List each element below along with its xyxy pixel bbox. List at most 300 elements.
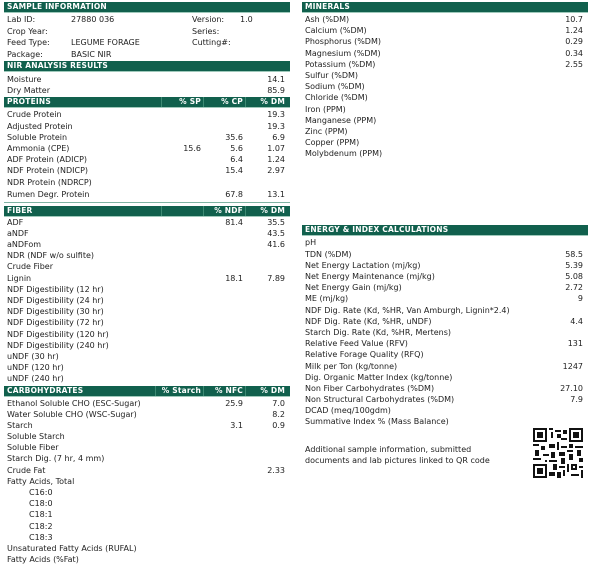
row-label: aNDFom [7, 240, 42, 250]
column-header-ndf: % NDF [203, 206, 245, 216]
energy-header [302, 225, 588, 236]
column-header-dm: % DM [245, 386, 287, 396]
row-label: Non Structural Carbohydrates (%DM) [305, 395, 455, 405]
row-label: Fatty Acids (%Fat) [7, 555, 79, 565]
info-row-package [4, 49, 290, 61]
row-value [541, 405, 585, 416]
table-row [302, 260, 588, 271]
cell-ndf [203, 340, 245, 351]
info-row-feed-type [4, 37, 290, 49]
row-label: Relative Forage Quality (RFQ) [305, 350, 424, 360]
column-header-starch: % Starch [155, 386, 203, 396]
cell-starch [155, 431, 203, 442]
version-value: 1.0 [240, 15, 253, 24]
cell-cp [203, 177, 245, 188]
table-row [4, 143, 290, 154]
cell-cp: 67.8 [225, 189, 243, 199]
table-row [4, 362, 290, 373]
cell-dm [245, 476, 287, 487]
cell-nfc: 25.9 [225, 398, 243, 408]
cell-nfc [203, 409, 245, 420]
table-row [302, 36, 588, 47]
row-label: Soluble Protein [7, 132, 68, 142]
row-label: Rumen Degr. Protein [7, 189, 90, 199]
table-row [4, 329, 290, 340]
row-value [541, 416, 585, 427]
cell-starch [155, 453, 203, 464]
cell-ndf [203, 362, 245, 373]
row-label: ADF [7, 217, 24, 227]
table-row [302, 338, 588, 349]
cell-cp [203, 109, 245, 120]
qr-code-icon[interactable] [533, 428, 583, 478]
row-label: Chloride (%DM) [305, 93, 368, 103]
table-row [4, 409, 290, 420]
fiber-table [4, 217, 290, 385]
section-title: ENERGY & INDEX CALCULATIONS [305, 225, 449, 235]
cell-dm [245, 340, 287, 351]
cell-ndf [203, 284, 245, 295]
table-row [4, 442, 290, 453]
table-row [302, 59, 588, 70]
table-row [302, 104, 588, 115]
table-row [4, 228, 290, 239]
proteins-table [4, 108, 290, 200]
table-row [4, 132, 290, 143]
row-value: 5.39 [565, 260, 583, 270]
row-value: 10.7 [565, 15, 583, 24]
row-label: Moisture [7, 75, 42, 84]
table-row [302, 282, 588, 293]
section-title: MINERALS [305, 2, 351, 11]
feed-type-value: LEGUME FORAGE [71, 38, 140, 47]
row-value: 0.29 [565, 37, 583, 47]
package-value: BASIC NIR [71, 49, 112, 59]
row-label: Copper (PPM) [305, 138, 360, 148]
table-row [4, 521, 290, 532]
table-row [302, 394, 588, 405]
row-label: Zinc (PPM) [305, 126, 348, 136]
row-value: 14.1 [267, 75, 285, 84]
cell-nfc [203, 442, 245, 453]
cell-starch [155, 476, 203, 487]
row-value [541, 137, 585, 148]
table-row [4, 295, 290, 306]
lab-id-value: 27880 036 [71, 15, 115, 24]
cell-sp: 15.6 [183, 143, 201, 153]
table-row [302, 271, 588, 282]
row-label: Lignin [7, 273, 32, 283]
row-label: NDF Digestibility (72 hr) [7, 318, 104, 328]
cell-dm [245, 351, 287, 362]
table-row [4, 340, 290, 351]
cell-sp [161, 154, 203, 165]
row-label: uNDF (120 hr) [7, 363, 64, 373]
left-column [4, 2, 290, 565]
row-value: 85.9 [267, 86, 285, 96]
row-label: Adjusted Protein [7, 121, 73, 131]
cell-ndf [203, 351, 245, 362]
row-value [541, 148, 585, 159]
cell-dm: 2.97 [267, 166, 285, 176]
package-label: Package: [7, 49, 43, 59]
row-label: Iron (PPM) [305, 104, 346, 114]
row-label: Ethanol Soluble CHO (ESC-Sugar) [7, 398, 141, 408]
table-row [4, 431, 290, 442]
table-row [4, 351, 290, 362]
row-label: NDF Digestibility (30 hr) [7, 307, 104, 317]
row-label: ADF Protein (ADICP) [7, 155, 88, 165]
cell-ndf: 81.4 [225, 217, 243, 227]
row-label: C18:1 [29, 510, 53, 520]
row-value [541, 327, 585, 338]
row-value: 7.9 [570, 395, 583, 405]
cell-dm: 8.2 [272, 409, 285, 419]
row-label: NDF Protein (NDICP) [7, 166, 89, 176]
nir-section [4, 72, 290, 96]
section-title: FIBER [7, 205, 33, 215]
version-label: Version: [192, 15, 225, 24]
row-value [541, 126, 585, 137]
table-row [4, 85, 290, 96]
cell-ndf [203, 228, 245, 239]
row-label: Non Fiber Carbohydrates (%DM) [305, 383, 435, 393]
cell-dm [245, 431, 287, 442]
row-label: Ash (%DM) [305, 15, 350, 24]
qr-note-line: Additional sample information, submitted [305, 445, 472, 454]
cell-dm [245, 329, 287, 340]
row-label: NDF Digestibility (120 hr) [7, 329, 109, 339]
table-row [4, 487, 290, 498]
row-label: Starch [7, 420, 33, 430]
cell-ndf [203, 250, 245, 261]
cell-ndf [203, 261, 245, 272]
cell-cp: 35.6 [225, 132, 243, 142]
qr-note-line: documents and lab pictures linked to QR code [305, 456, 490, 465]
row-value: 2.72 [565, 283, 583, 293]
cell-dm [245, 317, 287, 328]
table-row [302, 416, 588, 427]
cell-starch [155, 442, 203, 453]
cell-nfc [203, 431, 245, 442]
table-row [4, 465, 290, 476]
row-label: uNDF (240 hr) [7, 374, 64, 384]
column-header-dm: % DM [245, 206, 287, 216]
table-row [302, 316, 588, 327]
table-row [4, 554, 290, 565]
row-label: Crude Protein [7, 110, 62, 120]
column-header-cp: % CP [203, 97, 245, 107]
row-label: NDF Digestibility (240 hr) [7, 340, 109, 350]
table-row [4, 476, 290, 487]
table-row [4, 306, 290, 317]
table-row [302, 372, 588, 383]
row-value [541, 349, 585, 360]
row-value [541, 237, 585, 248]
table-row [4, 188, 290, 201]
section-title: CARBOHYDRATES [7, 385, 84, 395]
cell-dm [245, 362, 287, 373]
table-row [4, 239, 290, 250]
table-row [4, 74, 290, 85]
row-label: C18:3 [29, 532, 53, 542]
table-row [302, 349, 588, 360]
row-label: C18:0 [29, 499, 53, 509]
info-row-lab-id [4, 14, 290, 26]
crop-year-label: Crop Year: [7, 26, 48, 36]
nir-analysis-header [4, 61, 290, 72]
row-label: Net Energy Gain (mj/kg) [305, 283, 402, 293]
row-label: NDF Digestibility (24 hr) [7, 296, 104, 305]
table-row [302, 25, 588, 36]
table-row [302, 115, 588, 126]
cell-starch [155, 398, 203, 409]
feed-type-label: Feed Type: [7, 38, 50, 47]
cell-dm [245, 261, 287, 272]
cell-dm [245, 306, 287, 317]
table-row [4, 543, 290, 554]
cell-ndf [203, 239, 245, 250]
row-label: NDF Dig. Rate (Kd, %HR, Van Amburgh, Lignin*2.4) [305, 305, 510, 315]
minerals-header [302, 2, 588, 13]
cutting-label: Cutting#: [192, 38, 231, 47]
section-title: PROTEINS [7, 97, 51, 107]
row-label: Potassium (%DM) [305, 59, 376, 69]
table-row [4, 398, 290, 409]
cell-ndf: 18.1 [225, 273, 243, 283]
row-value [541, 104, 585, 115]
row-label: pH [305, 238, 317, 248]
row-value [541, 115, 585, 126]
row-label: Unsaturated Fatty Acids (RUFAL) [7, 543, 137, 553]
row-label: Soluble Fiber [7, 443, 59, 453]
row-label: DCAD (meq/100gdm) [305, 406, 391, 416]
cell-dm: 0.9 [272, 420, 285, 430]
row-label: aNDF [7, 228, 29, 238]
cell-dm: 2.33 [267, 465, 285, 475]
row-value: 131 [567, 339, 583, 349]
cell-dm [245, 453, 287, 464]
row-label: Milk per Ton (kg/tonne) [305, 361, 398, 371]
column-header-dm: % DM [245, 97, 287, 107]
table-row [4, 250, 290, 261]
row-label: Ammonia (CPE) [7, 143, 70, 153]
table-row [302, 148, 588, 159]
row-value: 5.08 [565, 272, 583, 281]
cell-ndf [203, 373, 245, 384]
cell-dm: 13.1 [267, 189, 285, 199]
row-label: Fatty Acids, Total [7, 476, 75, 486]
row-label: Sodium (%DM) [305, 82, 365, 92]
cell-dm [245, 284, 287, 295]
right-column [302, 2, 588, 428]
row-label: C16:0 [29, 488, 53, 497]
row-label: Starch Dig. Rate (Kd, %HR, Mertens) [305, 327, 451, 337]
cell-cp: 6.4 [230, 155, 243, 165]
info-row-crop-year [4, 26, 290, 38]
row-value: 4.4 [570, 316, 583, 326]
table-row [4, 498, 290, 509]
section-title: NIR ANALYSIS RESULTS [7, 61, 109, 70]
row-label: Water Soluble CHO (WSC-Sugar) [7, 409, 137, 419]
row-label: uNDF (30 hr) [7, 351, 59, 361]
table-row [302, 293, 588, 304]
table-row [4, 373, 290, 384]
table-row [4, 420, 290, 431]
column-header-blank [161, 206, 203, 216]
table-row [4, 165, 290, 176]
column-header-nfc: % NFC [203, 386, 245, 396]
cell-nfc: 3.1 [230, 420, 243, 430]
sample-information-header [4, 2, 290, 13]
cell-ndf [203, 295, 245, 306]
row-label: Net Energy Maintenance (mj/kg) [305, 272, 435, 281]
row-label: Summative Index % (Mass Balance) [305, 417, 449, 427]
table-row [4, 261, 290, 272]
cell-dm [245, 250, 287, 261]
section-divider [4, 202, 290, 203]
row-label: Magnesium (%DM) [305, 48, 381, 58]
cell-sp [161, 121, 203, 132]
cell-cp [203, 121, 245, 132]
cell-dm: 35.5 [267, 217, 285, 227]
cell-dm: 19.3 [267, 110, 285, 120]
cell-dm: 41.6 [267, 240, 285, 250]
row-value [541, 70, 585, 81]
cell-sp [161, 188, 203, 201]
row-value [541, 305, 585, 316]
row-label: Manganese (PPM) [305, 115, 377, 125]
cell-ndf [203, 306, 245, 317]
cell-dm [245, 295, 287, 306]
cell-starch [155, 465, 203, 476]
row-value [541, 81, 585, 92]
row-label: Crude Fat [7, 465, 46, 475]
cell-sp [161, 132, 203, 143]
section-title: SAMPLE INFORMATION [7, 2, 107, 11]
table-row [302, 137, 588, 148]
cell-cp: 15.4 [225, 166, 243, 176]
table-row [302, 249, 588, 260]
cell-ndf [203, 317, 245, 328]
fiber-header [4, 206, 290, 217]
table-row [4, 273, 290, 284]
cell-sp [161, 109, 203, 120]
table-row [302, 305, 588, 316]
crop-year-value [71, 26, 192, 38]
row-label: NDR (NDF w/o sulfite) [7, 251, 95, 261]
cell-dm: 43.5 [267, 228, 285, 238]
table-row [4, 284, 290, 295]
row-label: Phosphorus (%DM) [305, 37, 381, 47]
table-row [302, 14, 588, 25]
row-value: 58.5 [565, 249, 583, 259]
row-label: Sulfur (%DM) [305, 70, 358, 80]
row-label: C18:2 [29, 521, 53, 531]
row-label: Net Energy Lactation (mj/kg) [305, 260, 421, 270]
carbohydrates-table [4, 397, 290, 566]
row-value [541, 92, 585, 103]
proteins-header [4, 97, 290, 108]
table-row [302, 327, 588, 338]
series-label: Series: [192, 26, 220, 36]
row-label: TDN (%DM) [305, 249, 352, 259]
cell-dm: 19.3 [267, 121, 285, 131]
row-label: Starch Dig. (7 hr, 4 mm) [7, 454, 105, 464]
table-row [302, 405, 588, 416]
cell-sp [161, 177, 203, 188]
cell-dm [245, 373, 287, 384]
table-row [302, 92, 588, 103]
row-label: Relative Feed Value (RFV) [305, 339, 408, 349]
cell-dm [245, 177, 287, 188]
cell-starch [155, 420, 203, 431]
cell-dm: 7.0 [272, 398, 285, 408]
cell-dm [245, 442, 287, 453]
row-label: Dry Matter [7, 86, 51, 96]
row-label: Molybdenum (PPM) [305, 149, 383, 159]
sample-information-section [4, 13, 290, 60]
row-label: Crude Fiber [7, 262, 54, 272]
table-row [302, 81, 588, 92]
cell-dm: 1.07 [267, 143, 285, 153]
table-row [4, 317, 290, 328]
row-value: 9 [577, 294, 583, 304]
cell-dm: 1.24 [267, 155, 285, 165]
row-value: 2.55 [565, 59, 583, 69]
row-value: 0.34 [565, 48, 583, 58]
cell-starch [155, 409, 203, 420]
row-label: Soluble Starch [7, 432, 65, 442]
lab-id-label: Lab ID: [7, 15, 36, 24]
cell-ndf [203, 329, 245, 340]
column-header-sp: % SP [161, 97, 203, 107]
row-value: 1247 [562, 361, 583, 371]
row-label: NDR Protein (NDRCP) [7, 177, 92, 187]
row-label: Calcium (%DM) [305, 26, 367, 36]
row-label: ME (mj/kg) [305, 294, 349, 304]
cell-dm: 7.89 [267, 273, 285, 283]
energy-table [302, 236, 588, 427]
row-label: Dig. Organic Matter Index (kg/tonne) [305, 372, 453, 382]
qr-note [305, 444, 515, 466]
table-row [4, 532, 290, 543]
table-row [302, 126, 588, 137]
row-label: NDF Digestibility (12 hr) [7, 284, 104, 294]
table-row [4, 453, 290, 464]
table-row [4, 217, 290, 228]
table-row [4, 109, 290, 120]
table-row [302, 383, 588, 394]
cell-nfc [203, 453, 245, 464]
carbohydrates-header [4, 386, 290, 397]
table-row [4, 509, 290, 520]
cell-nfc [203, 465, 245, 476]
row-label: NDF Dig. Rate (Kd, %HR, uNDF) [305, 316, 432, 326]
row-value: 1.24 [565, 26, 583, 36]
table-row [4, 177, 290, 188]
table-row [302, 361, 588, 372]
table-row [4, 121, 290, 132]
row-value: 27.10 [560, 383, 583, 393]
table-row [302, 48, 588, 59]
cell-dm: 6.9 [272, 132, 285, 142]
table-row [302, 70, 588, 81]
table-row [4, 154, 290, 165]
minerals-table [302, 13, 588, 159]
row-value [541, 372, 585, 383]
cell-cp: 5.6 [230, 143, 243, 153]
